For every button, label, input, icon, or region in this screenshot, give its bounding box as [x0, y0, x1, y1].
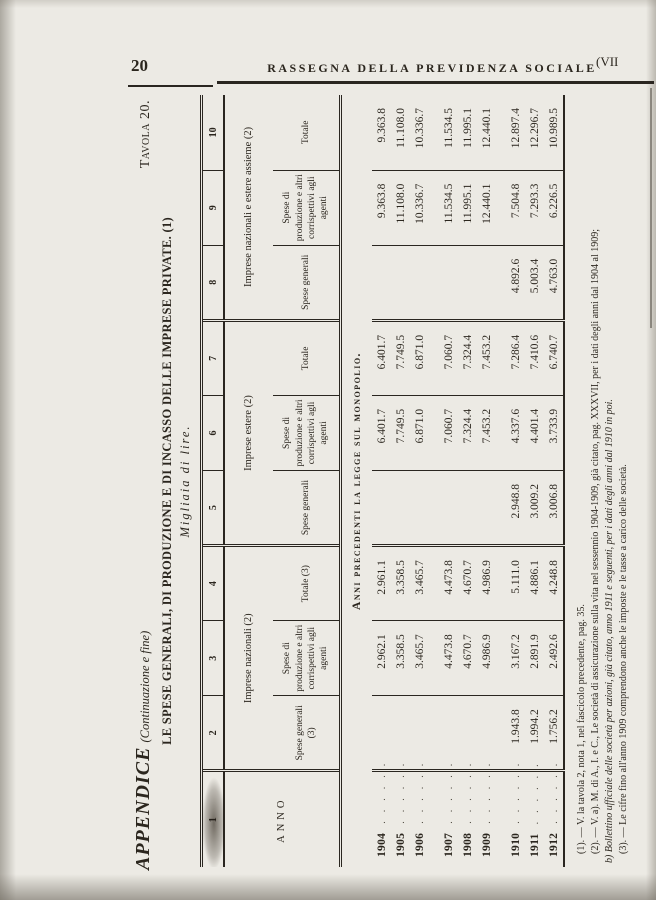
value-cell: 3.167.2 — [506, 621, 525, 696]
column-number-2: 2 — [202, 696, 225, 771]
value-cell — [458, 245, 477, 320]
year-cell: 1906. . . . . . — [413, 761, 426, 857]
value-cell: 7.410.6 — [525, 320, 544, 395]
volume-mark: (VII — [596, 54, 619, 69]
value-cell: 7.324.4 — [458, 320, 477, 395]
value-cell: 12.296.7 — [525, 95, 544, 170]
value-cell: 10.336.7 — [410, 95, 429, 170]
group-gap-row — [496, 95, 506, 867]
footnotes — [575, 90, 631, 868]
value-cell: 5.003.4 — [525, 245, 544, 320]
column-number-5: 5 — [202, 471, 225, 546]
sub-header: Spese di produzione e altri corrispettivi agli agenti — [273, 621, 341, 696]
value-cell: 4.473.8 — [439, 621, 458, 696]
table-title: LE SPESE GENERALI, DI PRODUZIONE E DI INCASSO DELLE IMPRESE PRIVATE. (1) — [160, 217, 174, 745]
value-cell: 7.060.7 — [439, 395, 458, 470]
column-number-7: 7 — [202, 320, 225, 395]
scan-edge-bottom — [0, 874, 656, 900]
value-cell — [439, 696, 458, 771]
value-cell: 7.749.5 — [391, 320, 410, 395]
table-row — [477, 95, 496, 867]
value-cell — [372, 696, 391, 771]
header-rule — [217, 81, 654, 84]
section-label-row — [341, 95, 373, 867]
appendix-title-row — [130, 90, 155, 872]
group-header-estere: Imprese estere (2) — [224, 320, 273, 545]
anno-header: ANNO — [224, 771, 341, 867]
value-cell — [439, 245, 458, 320]
value-cell: 3.009.2 — [525, 471, 544, 546]
column-number-1: 1 — [202, 771, 225, 867]
value-cell: 5.111.0 — [506, 546, 525, 621]
value-cell: 1.943.8 — [506, 696, 525, 771]
header-rule-pageno — [128, 85, 213, 87]
value-cell: 12.897.4 — [506, 95, 525, 170]
value-cell: 3.006.8 — [544, 471, 564, 546]
footnote-2b: b) Bollettino ufficiale delle società per azioni, già citato, anno 1911 e seguenti, per i dati degli anni dal 1910 in poi. — [604, 399, 615, 863]
value-cell: 12.440.1 — [477, 95, 496, 170]
value-cell: 6.401.7 — [372, 395, 391, 470]
value-cell — [391, 245, 410, 320]
value-cell: 2.961.1 — [372, 546, 391, 621]
year-cell: 1912. . . . . . — [544, 771, 564, 867]
value-cell — [458, 696, 477, 771]
value-cell: 4.401.4 — [525, 395, 544, 470]
value-cell — [391, 471, 410, 546]
sub-header: Spese di produzione e altri corrispettivi agli agenti — [273, 395, 341, 470]
table-row — [525, 95, 544, 867]
value-cell: 2.962.1 — [372, 621, 391, 696]
value-cell — [458, 471, 477, 546]
year-cell: 1907. . . . . . — [442, 761, 455, 857]
value-cell: 4.473.8 — [439, 546, 458, 621]
table-row — [439, 95, 458, 867]
tavola-label: Tavola 20. — [138, 100, 153, 169]
value-cell: 10.989.5 — [544, 95, 564, 170]
appendix-label: APPENDICE — [132, 746, 154, 870]
section-label: Anni precedenti la legge sul monopolio. — [351, 352, 363, 610]
sub-header: Spese generali — [273, 245, 341, 320]
sub-header: Spese di produzione e altri corrispettivi agli agenti — [273, 170, 341, 245]
value-cell: 4.670.7 — [458, 621, 477, 696]
value-cell: 12.440.1 — [477, 170, 496, 245]
year-cell: 1910. . . . . . — [509, 761, 522, 857]
value-cell: 4.986.9 — [477, 546, 496, 621]
value-cell: 7.453.2 — [477, 320, 496, 395]
value-cell: 6.401.7 — [372, 320, 391, 395]
value-cell: 3.358.5 — [391, 621, 410, 696]
value-cell: 4.670.7 — [458, 546, 477, 621]
value-cell: 4.986.9 — [477, 621, 496, 696]
appendix-title — [132, 631, 155, 870]
scan-edge-left — [0, 0, 16, 900]
sub-header: Totale (3) — [273, 546, 341, 621]
value-cell: 4.248.8 — [544, 546, 564, 621]
value-cell — [410, 245, 429, 320]
value-cell: 3.465.7 — [410, 621, 429, 696]
value-cell — [410, 696, 429, 771]
appendix-continuation: (Continuazione e fine) — [138, 630, 152, 743]
value-cell: 1.994.2 — [525, 696, 544, 771]
table-row — [544, 95, 564, 867]
column-number-3: 3 — [202, 621, 225, 696]
table-row — [410, 95, 429, 867]
value-cell: 6.740.7 — [544, 320, 564, 395]
value-cell: 3.733.9 — [544, 395, 564, 470]
value-cell: 7.286.4 — [506, 320, 525, 395]
value-cell: 7.504.8 — [506, 170, 525, 245]
year-cell: 1905. . . . . . — [394, 761, 407, 857]
column-number-6: 6 — [202, 395, 225, 470]
value-cell: 7.324.4 — [458, 395, 477, 470]
spese-table — [200, 95, 565, 867]
footnote-3: (3). — Le cifre fino all'anno 1909 comprendono anche le imposte e le tasse a carico delle società. — [618, 464, 629, 854]
column-number-4: 4 — [202, 546, 225, 621]
value-cell — [477, 696, 496, 771]
value-cell: 7.293.3 — [525, 170, 544, 245]
value-cell: 6.871.0 — [410, 395, 429, 470]
value-cell: 7.453.2 — [477, 395, 496, 470]
value-cell: 1.756.2 — [544, 696, 564, 771]
sub-header: Totale — [273, 320, 341, 395]
year-cell: 1908. . . . . . — [461, 761, 474, 857]
value-cell: 2.492.6 — [544, 621, 564, 696]
sub-header: Totale — [273, 95, 341, 170]
value-cell: 11.995.1 — [458, 95, 477, 170]
value-cell: 6.226.5 — [544, 170, 564, 245]
value-cell: 4.763.0 — [544, 245, 564, 320]
sub-header: Spese generali (3) — [273, 696, 341, 771]
table-row — [506, 95, 525, 867]
scan-edge-top — [0, 0, 656, 8]
table-row — [458, 95, 477, 867]
column-number-9: 9 — [202, 170, 225, 245]
column-number-10: 10 — [202, 95, 225, 170]
footnote-2: (2). — V. a). M. di A., I. e C., Le società di assicurazione sulla vita nel sessennio 1904-1909, già citato, pag. XXXVII, per i dati degli anni dal 1904 al 1909; — [590, 228, 601, 854]
value-cell: 11.108.0 — [391, 170, 410, 245]
journal-header: RASSEGNA DELLA PREVIDENZA SOCIALE — [267, 61, 597, 75]
value-cell — [372, 471, 391, 546]
year-cell: 1911. . . . . . — [528, 762, 541, 857]
value-cell: 11.534.5 — [439, 95, 458, 170]
value-cell: 7.060.7 — [439, 320, 458, 395]
rotated-table-block — [130, 90, 650, 872]
group-header-row — [224, 95, 273, 867]
value-cell: 4.886.1 — [525, 546, 544, 621]
value-cell: 7.749.5 — [391, 395, 410, 470]
data-rows — [372, 95, 564, 867]
table-row — [372, 95, 391, 867]
sub-header: Spese generali — [273, 471, 341, 546]
value-cell: 3.358.5 — [391, 546, 410, 621]
group-header-assieme: Imprese nazionali e estere assieme (2) — [224, 95, 273, 320]
group-header-nazionali: Imprese nazionali (2) — [224, 546, 273, 771]
value-cell — [439, 471, 458, 546]
value-cell: 2.948.8 — [506, 471, 525, 546]
unit-note: Migliaia di lire. — [178, 424, 192, 538]
value-cell: 4.337.6 — [506, 395, 525, 470]
scan-page-edge-line — [650, 88, 652, 328]
value-cell: 10.336.7 — [410, 170, 429, 245]
year-cell: 1909. . . . . . — [480, 761, 493, 857]
year-cell: 1904. . . . . . — [375, 761, 388, 857]
column-number-8: 8 — [202, 245, 225, 320]
value-cell: 11.995.1 — [458, 170, 477, 245]
value-cell — [372, 245, 391, 320]
page-number: 20 — [131, 56, 148, 75]
sub-header-row — [273, 95, 341, 867]
table-row — [391, 95, 410, 867]
value-cell: 11.534.5 — [439, 170, 458, 245]
value-cell: 2.891.9 — [525, 621, 544, 696]
column-number-row — [202, 95, 225, 867]
value-cell: 11.108.0 — [391, 95, 410, 170]
value-cell — [410, 471, 429, 546]
value-cell — [477, 471, 496, 546]
value-cell: 3.465.7 — [410, 546, 429, 621]
value-cell — [391, 696, 410, 771]
value-cell — [477, 245, 496, 320]
footnote-1: (1). — V. la tavola 2, nota 1, nel fascicolo precedente, pag. 35. — [576, 604, 587, 854]
group-gap-row — [429, 95, 439, 867]
value-cell: 4.892.6 — [506, 245, 525, 320]
value-cell: 9.363.8 — [372, 95, 391, 170]
value-cell: 9.363.8 — [372, 170, 391, 245]
value-cell: 6.871.0 — [410, 320, 429, 395]
